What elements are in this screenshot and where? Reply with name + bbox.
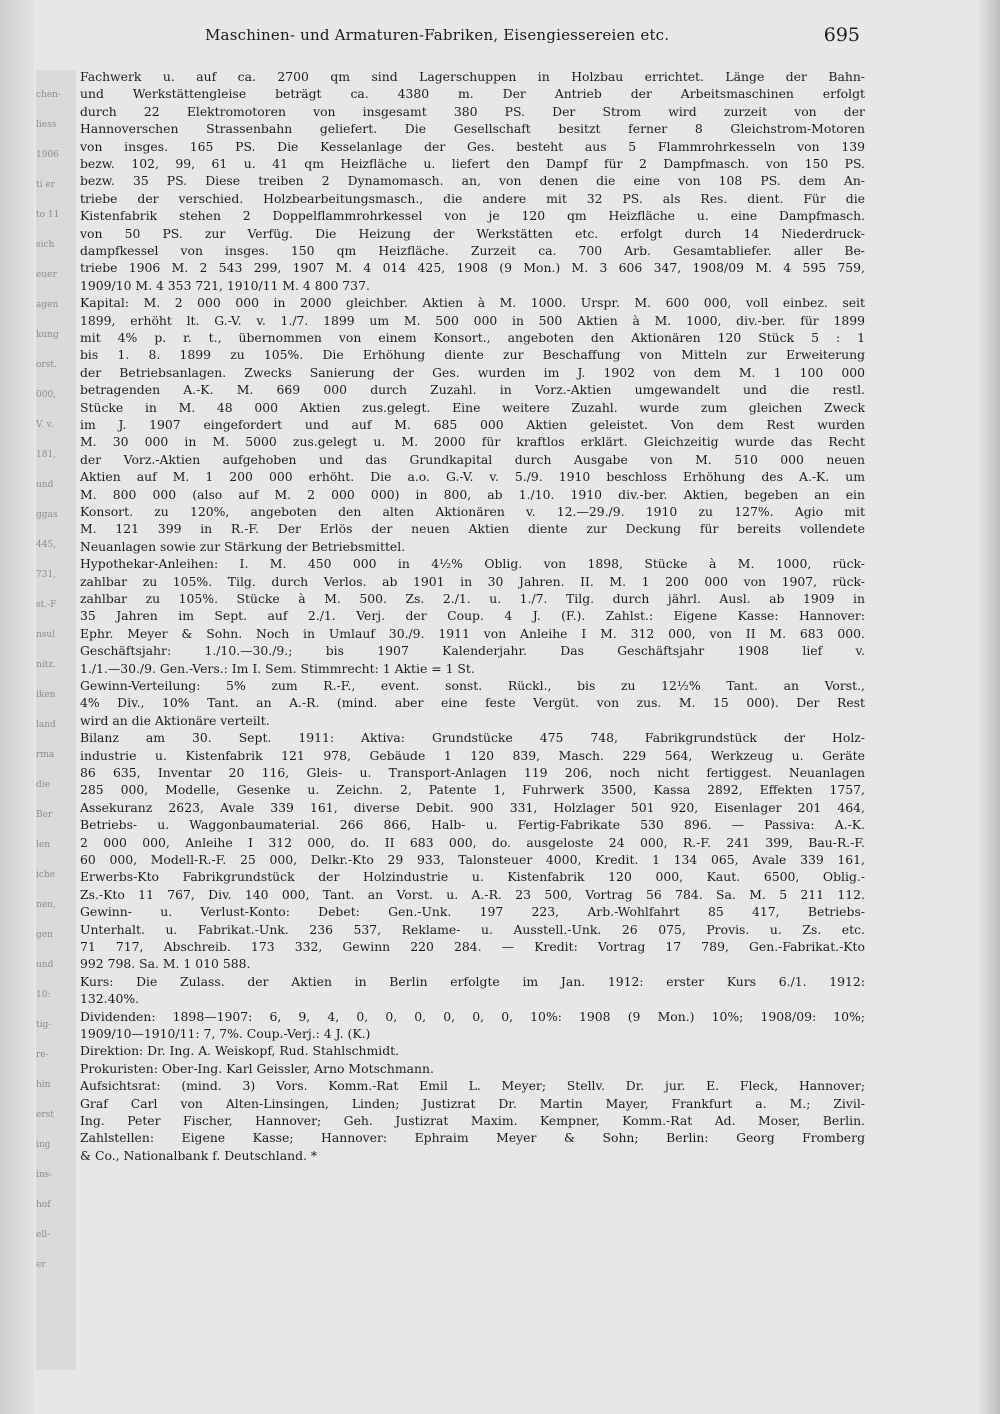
text-line: 1./1.—30./9. Gen.-Vers.: Im I. Sem. Stimmrecht: 1 Aktie = 1 St. <box>80 660 475 676</box>
text-line: der Vorz.-Aktien aufgehoben und das Grundkapital durch Ausgabe von M. 510 000 neuen <box>80 451 865 467</box>
margin-fragment: nen, <box>36 900 56 910</box>
text-line: Gewinn- u. Verlust-Konto: Debet: Gen.-Unk. 197 223, Arb.-Wohlfahrt 85 417, Betriebs- <box>80 904 865 920</box>
margin-fragment: und <box>36 480 54 490</box>
text-line: bis 1. 8. 1899 zu 105%. Die Erhöhung diente zur Beschaffung von Mitteln zur Erweiterung <box>80 347 865 363</box>
text-line: Direktion: Dr. Ing. A. Weiskopf, Rud. Stahlschmidt. <box>80 1043 400 1059</box>
text-line: Kapital: M. 2 000 000 in 2000 gleichber. Aktien à M. 1000. Urspr. M. 600 000, voll einbez. seit <box>80 295 865 311</box>
header-title: Maschinen- und Armaturen-Fabriken, Eisengiessereien etc. <box>205 26 670 44</box>
text-line: Kistenfabrik stehen 2 Doppelflammrohrkessel von je 120 qm Heizfläche u. eine Dampfmasch. <box>80 208 865 224</box>
text-line: Erwerbs-Kto Fabrikgrundstück der Holzindustrie u. Kistenfabrik 120 000, Kaut. 6500, Oblig.- <box>80 869 865 885</box>
margin-fragment: hof <box>36 1200 51 1210</box>
text-line: Ephr. Meyer & Sohn. Noch in Umlauf 30./9. 1911 von Anleihe I M. 312 000, von II M. 683 000. <box>80 625 865 641</box>
text-line: 2 000 000, Anleihe I 312 000, do. II 683 000, do. ausgeloste 24 000, R.-F. 241 399, Bau-R.-F. <box>80 834 865 850</box>
margin-fragment: st.-F <box>36 600 57 610</box>
text-line: Assekuranz 2623, Avale 339 161, diverse Debit. 900 331, Holzlager 501 920, Eisenlager 201 464, <box>80 799 865 815</box>
margin-fragment: ti er <box>36 180 55 190</box>
text-line: Hypothekar-Anleihen: I. M. 450 000 in 4½% Oblig. von 1898, Stücke à M. 1000, rück- <box>80 556 865 572</box>
text-line: Hannoverschen Strassenbahn geliefert. Die Gesellschaft besitzt ferner 8 Gleichstrom-Motoren <box>80 121 865 137</box>
margin-fragment: orst. <box>36 360 57 370</box>
margin-fragment: kung <box>36 330 59 340</box>
text-line: Zahlstellen: Eigene Kasse; Hannover: Ephraim Meyer & Sohn; Berlin: Georg Fromberg <box>80 1130 865 1146</box>
text-line: Unterhalt. u. Fabrikat.-Unk. 236 537, Reklame- u. Ausstell.-Unk. 26 075, Provis. u. Zs. etc. <box>80 921 865 937</box>
right-edge-shadow <box>978 0 1000 1414</box>
margin-fragment: ing <box>36 1140 51 1150</box>
text-line: 1899, erhöht lt. G.-V. v. 1./7. 1899 um M. 500 000 in 500 Aktien à M. 1000, div.-ber. für 1899 <box>80 312 865 328</box>
text-line: Ing. Peter Fischer, Hannover; Geh. Justizrat Maxim. Kempner, Komm.-Rat Ad. Moser, Berlin. <box>80 1113 865 1128</box>
text-line: 992 798. Sa. M. 1 010 588. <box>80 956 251 972</box>
text-line: dampfkessel von insges. 150 qm Heizfläche. Zurzeit ca. 700 Arb. Gesamtabliefer. aller Be- <box>80 243 865 258</box>
margin-fragment: nsul <box>36 630 56 640</box>
text-line: zahlbar zu 105%. Stücke à M. 500. Zs. 2./1. u. 1./7. Tilg. durch jährl. Ausl. ab 1909 in <box>80 591 865 606</box>
margin-fragment: ggas <box>36 510 58 520</box>
page-number: 695 <box>823 24 860 46</box>
text-line: 1909/10 M. 4 353 721, 1910/11 M. 4 800 737. <box>80 277 370 293</box>
margin-fragment: hin <box>36 1080 51 1090</box>
text-line: 1909/10—1910/11: 7, 7%. Coup.-Verj.: 4 J. (K.) <box>80 1026 371 1041</box>
margin-fragment: tig- <box>36 1020 52 1030</box>
body-text <box>80 68 865 1218</box>
margin-fragment: sich <box>36 240 55 250</box>
text-line: triebe 1906 M. 2 543 299, 1907 M. 4 014 425, 1908 (9 Mon.) M. 3 606 347, 1908/09 M. 4 595 759, <box>80 260 865 276</box>
book-spine-shadow <box>0 0 34 1414</box>
text-line: im J. 1907 eingefordert und auf M. 685 000 Aktien geleistet. Von dem Rest wurden <box>80 417 865 432</box>
margin-fragment: er <box>36 1260 46 1270</box>
text-line: Neuanlagen sowie zur Stärkung der Betriebsmittel. <box>80 538 406 554</box>
margin-fragment: liess <box>36 120 57 130</box>
margin-fragment: rma <box>36 750 55 760</box>
margin-fragment: gen <box>36 930 53 940</box>
text-line: Fachwerk u. auf ca. 2700 qm sind Lagerschuppen in Holzbau errichtet. Länge der Bahn- <box>80 69 865 84</box>
margin-fragment: 1906 <box>36 150 59 160</box>
text-line: Geschäftsjahr: 1./10.—30./9.; bis 1907 Kalenderjahr. Das Geschäftsjahr 1908 lief v. <box>80 643 865 659</box>
text-line: Graf Carl von Alten-Linsingen, Linden; Justizrat Dr. Martin Mayer, Frankfurt a. M.; Zivil- <box>80 1095 865 1111</box>
margin-fragment: iche <box>36 870 56 880</box>
text-line: Stücke in M. 48 000 Aktien zus.gelegt. Eine weitere Zuzahl. wurde zum gleichen Zweck <box>80 399 865 415</box>
margin-fragment: agen <box>36 300 59 310</box>
running-header <box>80 26 860 50</box>
margin-fragment: 000, <box>36 390 57 400</box>
text-line: Konsort. zu 120%, angeboten den alten Aktionären v. 12.—29./9. 1910 zu 127%. Agio mit <box>80 504 865 519</box>
text-line: Bilanz am 30. Sept. 1911: Aktiva: Grundstücke 475 748, Fabrikgrundstück der Holz- <box>80 730 865 746</box>
text-line: zahlbar zu 105%. Tilg. durch Verlos. ab 1901 in 30 Jahren. II. M. 1 200 000 von 1907, rück- <box>80 573 865 589</box>
text-line: Aufsichtsrat: (mind. 3) Vors. Komm.-Rat Emil L. Meyer; Stellv. Dr. jur. E. Fleck, Hannover; <box>80 1078 865 1094</box>
text-line: 35 Jahren im Sept. auf 2./1. Verj. der Coup. 4 J. (F.). Zahlst.: Eigene Kasse: Hannover: <box>80 608 865 624</box>
margin-fragment: land <box>36 720 56 730</box>
margin-fragment: chen- <box>36 90 62 100</box>
text-line: 86 635, Inventar 20 116, Gleis- u. Transport-Anlagen 119 206, noch nicht fertiggest. Neuanlagen <box>80 765 865 780</box>
margin-fragment: ins- <box>36 1170 53 1180</box>
text-line: Gewinn-Verteilung: 5% zum R.-F., event. sonst. Rückl., bis zu 12½% Tant. an Vorst., <box>80 678 865 693</box>
margin-fragment: nitz. <box>36 660 56 670</box>
text-line: von 50 PS. zur Verfüg. Die Heizung der Werkstätten etc. erfolgt durch 14 Niederdruck- <box>80 225 865 241</box>
text-line: Zs.-Kto 11 767, Div. 140 000, Tant. an Vorst. u. A.-R. 23 500, Vortrag 56 784. Sa. M. 5 211 112. <box>80 886 865 902</box>
margin-fragment: to 11 <box>36 210 60 220</box>
margin-fragment: V. v. <box>36 420 54 430</box>
text-line: & Co., Nationalbank f. Deutschland. * <box>80 1147 318 1163</box>
text-line: 71 717, Abschreib. 173 332, Gewinn 220 284. — Kredit: Vortrag 17 789, Gen.-Fabrikat.-Kto <box>80 939 865 954</box>
text-line: industrie u. Kistenfabrik 121 978, Gebäude 1 120 839, Masch. 229 564, Werkzeug u. Geräte <box>80 747 865 763</box>
text-line: M. 800 000 (also auf M. 2 000 000) in 800, ab 1./10. 1910 div.-ber. Aktien, begeben an ein <box>80 486 865 502</box>
text-line: und Werkstättengleise beträgt ca. 4380 m. Der Antrieb der Arbeitsmaschinen erfolgt <box>80 86 865 102</box>
text-line: durch 22 Elektromotoren von insgesamt 380 PS. Der Strom wird zurzeit von der <box>80 103 865 119</box>
margin-fragment: die <box>36 780 50 790</box>
margin-fragment: euer <box>36 270 57 280</box>
margin-fragment: 445, <box>36 540 57 550</box>
adjacent-page-margin <box>36 70 76 1370</box>
text-line: M. 121 399 in R.-F. Der Erlös der neuen Aktien diente zur Deckung für bereits vollendete <box>80 521 865 537</box>
text-line: von insges. 165 PS. Die Kesselanlage der Ges. besteht aus 5 Flammrohrkesseln von 139 <box>80 138 865 154</box>
margin-fragment: und <box>36 960 54 970</box>
text-line: M. 30 000 in M. 5000 zus.gelegt u. M. 2000 für kraftlos erklärt. Gleichzeitig wurde das Recht <box>80 434 865 450</box>
text-line: der Betriebsanlagen. Zwecks Sanierung der Ges. wurden im J. 1902 von dem M. 1 100 000 <box>80 364 865 380</box>
margin-fragment: 181, <box>36 450 57 460</box>
margin-fragment: 10: <box>36 990 51 1000</box>
margin-fragment: Ber <box>36 810 53 820</box>
margin-fragment: 731, <box>36 570 57 580</box>
text-line: Kurs: Die Zulass. der Aktien in Berlin erfolgte im Jan. 1912: erster Kurs 6./1. 1912: <box>80 973 865 989</box>
text-line: wird an die Aktionäre verteilt. <box>80 712 270 728</box>
text-line: 4% Div., 10% Tant. an A.-R. (mind. aber eine feste Vergüt. von zus. M. 15 000). Der Rest <box>80 695 865 711</box>
margin-fragment: re- <box>36 1050 49 1060</box>
text-line: bezw. 35 PS. Diese treiben 2 Dynamomasch. an, von denen die eine von 108 PS. dem An- <box>80 173 865 189</box>
text-line: bezw. 102, 99, 61 u. 41 qm Heizfläche u. liefert den Dampf für 2 Dampfmasch. von 150 PS. <box>80 156 865 171</box>
text-line: mit 4% p. r. t., übernommen von einem Konsort., angeboten den Aktionären 120 Stück 5 : 1 <box>80 330 865 345</box>
text-line: 285 000, Modelle, Gesenke u. Zeichn. 2, Patente 1, Fuhrwerk 3500, Kassa 2892, Effekten 1757, <box>80 782 865 798</box>
margin-fragment: iken <box>36 690 56 700</box>
text-line: 60 000, Modell-R.-F. 25 000, Delkr.-Kto 29 933, Talonsteuer 4000, Kredit. 1 134 065, Avale 339 161, <box>80 852 865 867</box>
text-line: betragenden A.-K. M. 669 000 durch Zuzahl. in Vorz.-Aktien umgewandelt und die restl. <box>80 382 865 398</box>
margin-fragment: len <box>36 840 51 850</box>
margin-fragment: erst <box>36 1110 54 1120</box>
text-line: Aktien auf M. 1 200 000 erhöht. Die a.o. G.-V. v. 5./9. 1910 beschloss Erhöhung des A.-K. um <box>80 469 865 485</box>
text-line: Prokuristen: Ober-Ing. Karl Geissler, Arno Motschmann. <box>80 1060 434 1076</box>
text-line: 132.40%. <box>80 991 140 1007</box>
text-line: triebe der verschied. Holzbearbeitungsmasch., die andere mit 32 PS. als Res. dient. Für die <box>80 190 865 206</box>
margin-fragment: ell- <box>36 1230 51 1240</box>
text-line: Dividenden: 1898—1907: 6, 9, 4, 0, 0, 0, 0, 0, 0, 10%: 1908 (9 Mon.) 10%; 1908/09: 10%; <box>80 1008 865 1024</box>
text-line: Betriebs- u. Waggonbaumaterial. 266 866, Halb- u. Fertig-Fabrikate 530 896. — Passiva: A.-K. <box>80 817 865 833</box>
